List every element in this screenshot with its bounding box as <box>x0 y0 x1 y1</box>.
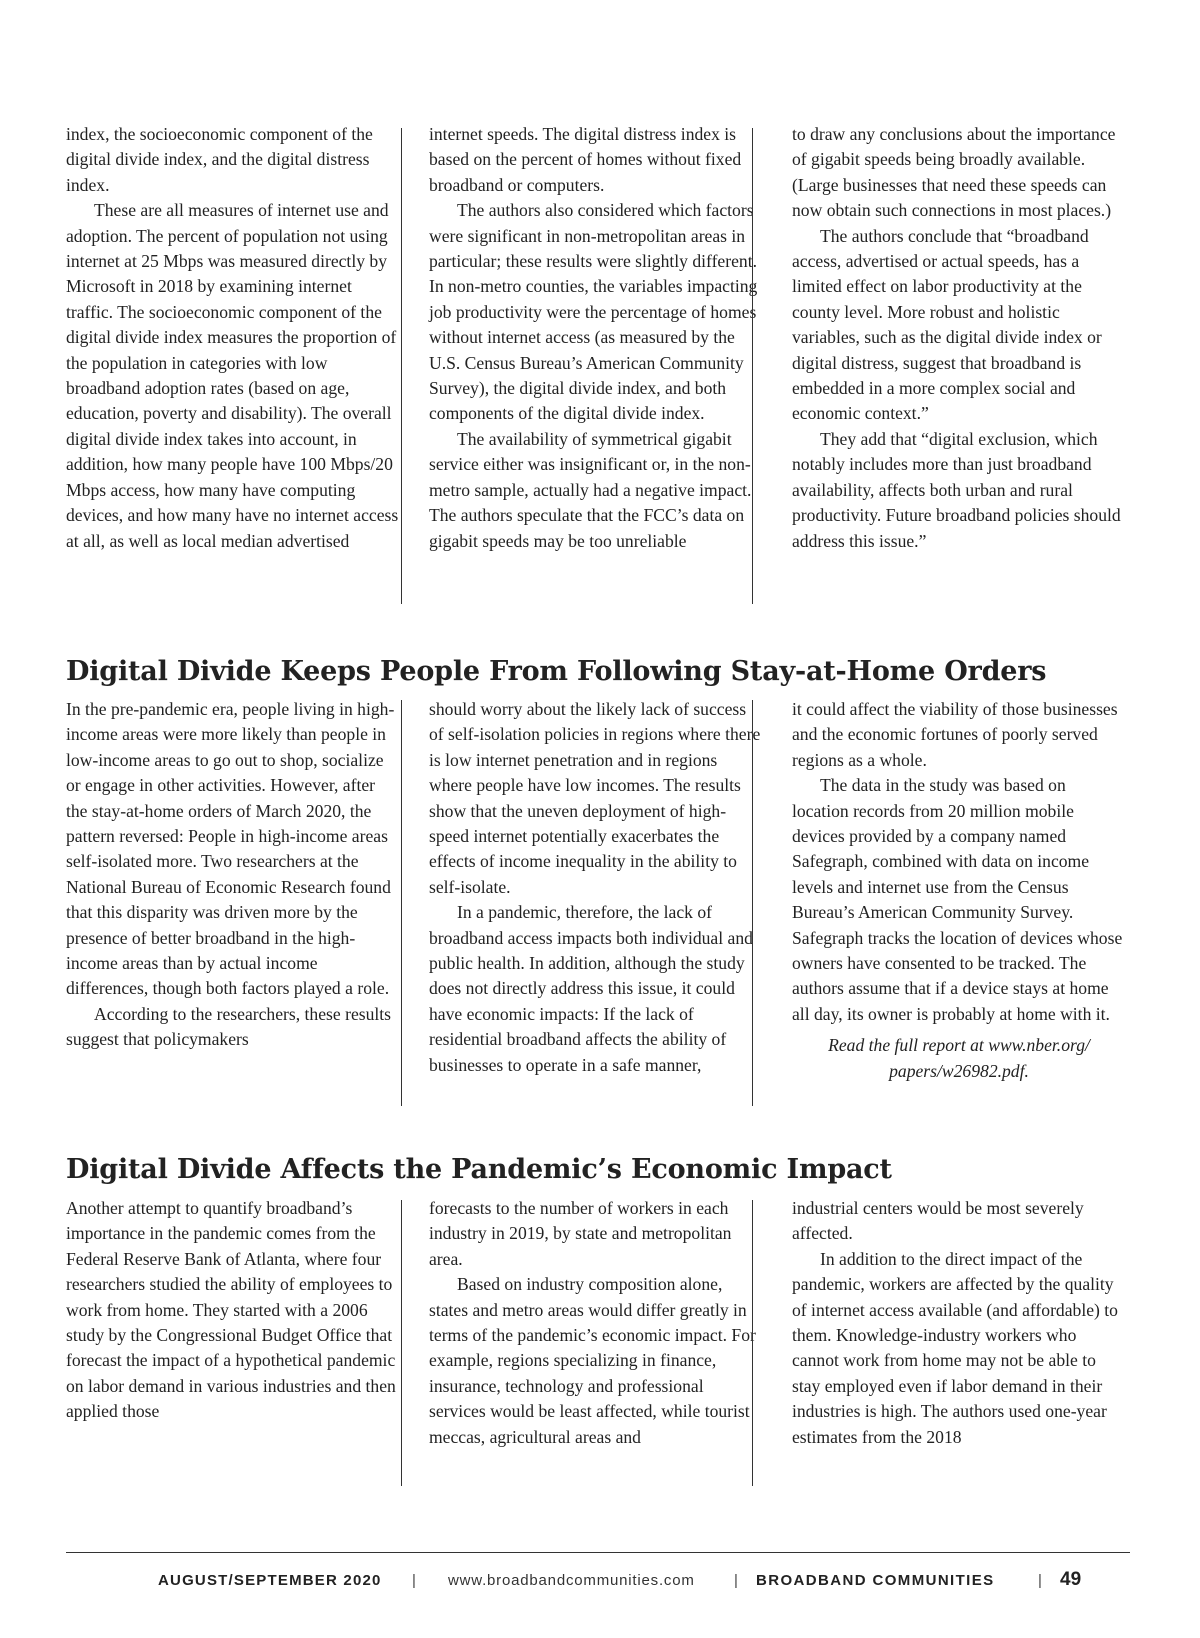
read-full-report-link[interactable]: Read the full report at www.nber.org/ papers/w26982.pdf. <box>828 1035 1090 1081</box>
website-link[interactable]: www.broadbandcommunities.com <box>448 1572 695 1589</box>
issue-date: AUGUST/SEPTEMBER 2020 <box>158 1572 382 1589</box>
footer-separator: | <box>1038 1572 1042 1589</box>
column-3 <box>792 1196 1126 1450</box>
column-divider <box>752 1200 753 1486</box>
paragraph: They add that “digital exclusion, which notably includes more than just broadband availability, affects both urban and rural productivity. Future broadband policies should address this issue.” <box>792 428 1121 551</box>
paragraph: These are all measures of internet use and adoption. The percent of population not using internet at 25 Mbps was measured directly by Microsoft in 2018 by examining internet traffic. The socioeconomic component of the digital divide index measures the proportion of the population in categories with low broadband adoption rates (based on age, education, poverty and disability). The overall digital divide index takes into account, in addition, how many people have 100 Mbps/20 Mbps access, how many have computing devices, and how many have no internet access at all, as well as local median advertised <box>66 200 399 551</box>
article-continued <box>66 122 1126 554</box>
article-headline: Digital Divide Affects the Pandemic’s Economic Impact <box>66 1154 892 1185</box>
footer-rule <box>66 1552 1130 1553</box>
paragraph: it could affect the viability of those businesses and the economic fortunes of poorly served regions as a whole. <box>792 699 1118 770</box>
paragraph: to draw any conclusions about the importance of gigabit speeds being broadly available. (Large businesses that need these speeds can now obtain such connections in most places.) <box>792 124 1116 221</box>
paragraph: The authors conclude that “broadband access, advertised or actual speeds, has a limited effect on labor productivity at the county level. More robust and holistic variables, such as the digital divide index or digital distress, suggest that broadband is embedded in a more complex social and economic context.” <box>792 225 1102 424</box>
paragraph: The data in the study was based on location records from 20 million mobile devices provided by a company named Safegraph, combined with data on income levels and internet use from the Census Bureau’s American Community Survey. Safegraph tracks the location of devices whose owners have consented to be tracked. The authors assume that if a device stays at home all day, its owner is probably at home with it. <box>792 775 1123 1024</box>
column-3 <box>792 697 1126 1084</box>
page-footer <box>66 1570 1130 1592</box>
article-stay-at-home <box>66 697 1126 1084</box>
column-2 <box>429 122 763 554</box>
column-divider <box>752 128 753 604</box>
paragraph: In addition to the direct impact of the pandemic, workers are affected by the quality of internet access available (and affordable) to them. Knowledge-industry workers who cannot work from home may not be able to stay employed even if labor demand in their industries is high. The authors used one-year estimates from the 2018 <box>792 1248 1118 1447</box>
column-divider <box>401 1200 402 1486</box>
paragraph: forecasts to the number of workers in each industry in 2019, by state and metropolitan area. <box>429 1198 732 1269</box>
paragraph: The availability of symmetrical gigabit service either was insignificant or, in the non-metro sample, actually had a negative impact. The authors speculate that the FCC’s data on gigabit speeds may be too unreliable <box>429 428 752 551</box>
column-2 <box>429 1196 763 1450</box>
column-2 <box>429 697 763 1084</box>
column-3 <box>792 122 1126 554</box>
paragraph: should worry about the likely lack of success of self-isolation policies in regions where there is low internet penetration and in regions where people have low incomes. The results show that the uneven deployment of high-speed internet potentially exacerbates the effects of income inequality in the ability to self-isolate. <box>429 699 761 897</box>
column-divider <box>752 700 753 1106</box>
page-number: 49 <box>1060 1569 1082 1590</box>
column-divider <box>401 700 402 1106</box>
column-1 <box>66 697 400 1084</box>
paragraph: internet speeds. The digital distress index is based on the percent of homes without fixed broadband or computers. <box>429 124 742 195</box>
paragraph: The authors also considered which factors were significant in non-metropolitan areas in particular; these results were slightly different. In non-metro counties, the variables impacting job productivity were the percentage of homes without internet access (as measured by the U.S. Census Bureau’s American Community Survey), the digital divide index, and both components of the digital divide index. <box>429 200 758 424</box>
magazine-name: BROADBAND COMMUNITIES <box>756 1572 995 1589</box>
paragraph: In a pandemic, therefore, the lack of broadband access impacts both individual and public health. In addition, although the study does not directly address this issue, it could have economic impacts: If the lack of residential broadband affects the ability of businesses to operate in a safe manner, <box>429 902 753 1075</box>
footer-separator: | <box>734 1572 738 1589</box>
footer-separator: | <box>412 1572 416 1589</box>
column-1 <box>66 122 400 554</box>
column-divider <box>401 128 402 604</box>
paragraph: According to the researchers, these results suggest that policymakers <box>66 1003 392 1050</box>
article-economic-impact <box>66 1196 1126 1450</box>
paragraph: Based on industry composition alone, states and metro areas would differ greatly in terms of the pandemic’s economic impact. For example, regions specializing in finance, insurance, technology and professional services would be least affected, while tourist meccas, agricultural areas and <box>429 1274 756 1447</box>
paragraph: industrial centers would be most severely affected. <box>792 1198 1084 1244</box>
paragraph: index, the socioeconomic component of the digital divide index, and the digital distress index. <box>66 124 373 195</box>
paragraph: In the pre-pandemic era, people living in high-income areas were more likely than people in low-income areas to go out to shop, socialize or engage in other activities. However, after the stay-at-home orders of March 2020, the pattern reversed: People in high-income areas self-isolated more. Two researchers at the National Bureau of Economic Research found that this disparity was driven more by the presence of better broadband in the high-income areas than by actual income differences, though both factors played a role. <box>66 699 395 999</box>
column-1 <box>66 1196 400 1450</box>
article-headline: Digital Divide Keeps People From Following Stay-at-Home Orders <box>66 656 1047 687</box>
paragraph: Another attempt to quantify broadband’s importance in the pandemic comes from the Federal Reserve Bank of Atlanta, where four researchers studied the ability of employees to work from home. They started with a 2006 study by the Congressional Budget Office that forecast the impact of a hypothetical pandemic on labor demand in various industries and then applied those <box>66 1198 396 1422</box>
